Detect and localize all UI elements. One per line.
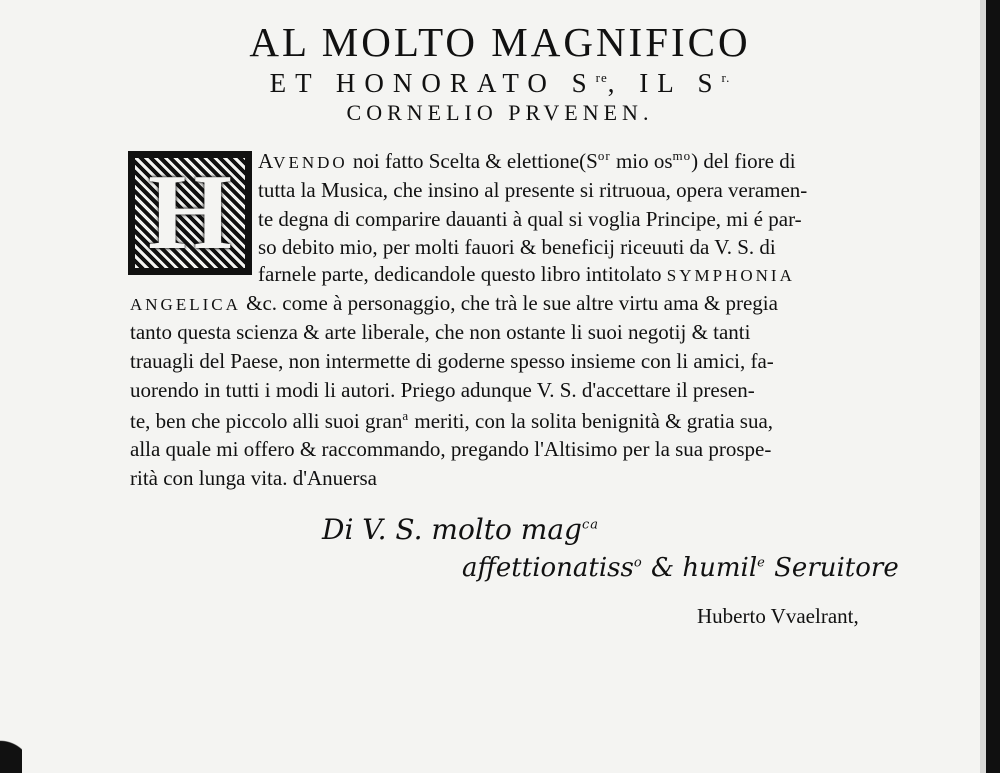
body-line-5: farnele parte, dedicandole questo libro intitolato SYMPHONIA [258,262,795,286]
body-line-7: tanto questa scienza & arte liberale, che non ostante li suoi negotij & tanti [130,320,751,344]
body-line-6: ANGELICA &c. come à personaggio, che trà le sue altre virtu ama & pregia [130,291,778,315]
body-line-9: uorendo in tutti i modi li autori. Priego adunque V. S. d'accettare il presen- [130,378,755,402]
decorated-initial [128,151,252,275]
body-line-8: trauagli del Paese, non intermette di goderne spesso insieme con li amici, fa- [130,349,774,373]
heading-line-2: ET HONORATO $S^{re}$, IL $S^{r.}$ [269,68,731,98]
closing-line-1: Di V. S. molto mag$^{ca}$ [322,513,599,546]
closing-line-2: affettionatiss$^o$ & humil$^e$ Seruitore [462,553,899,583]
scanner-edge-corner [0,725,22,773]
body-line-2: tutta la Musica, che insino al presente si ritruoua, opera veramen- [258,178,808,202]
body-line-11: alla quale mi offero & raccommando, pregando l'Altisimo per la sua prospe- [130,437,772,461]
body-line-4: so debito mio, per molti fauori & beneficij riceuuti da V. S. di [258,235,776,259]
body-line-12: rità con lunga vita. d'Anuersa [130,466,377,490]
initial-letter: H [147,153,232,272]
body-line-10: te, ben che piccolo alli suoi gran$^a$ meriti, con la solita benignità & gratia sua, [130,408,774,433]
body-line-3: te degna di comparire dauanti à qual si voglia Principe, mi é par- [258,207,802,231]
heading-line-1: AL MOLTO MAGNIFICO [249,19,751,65]
scanner-edge-right [986,0,1000,773]
signature: Huberto Vvaelrant, [697,604,859,628]
body-line-1: AVENDO noi fatto Scelta & $elettione(S^{or}$ mio $os^{mo}$) del fiore di [258,148,796,173]
heading-line-3: CORNELIO PRVENEN. [346,100,654,125]
